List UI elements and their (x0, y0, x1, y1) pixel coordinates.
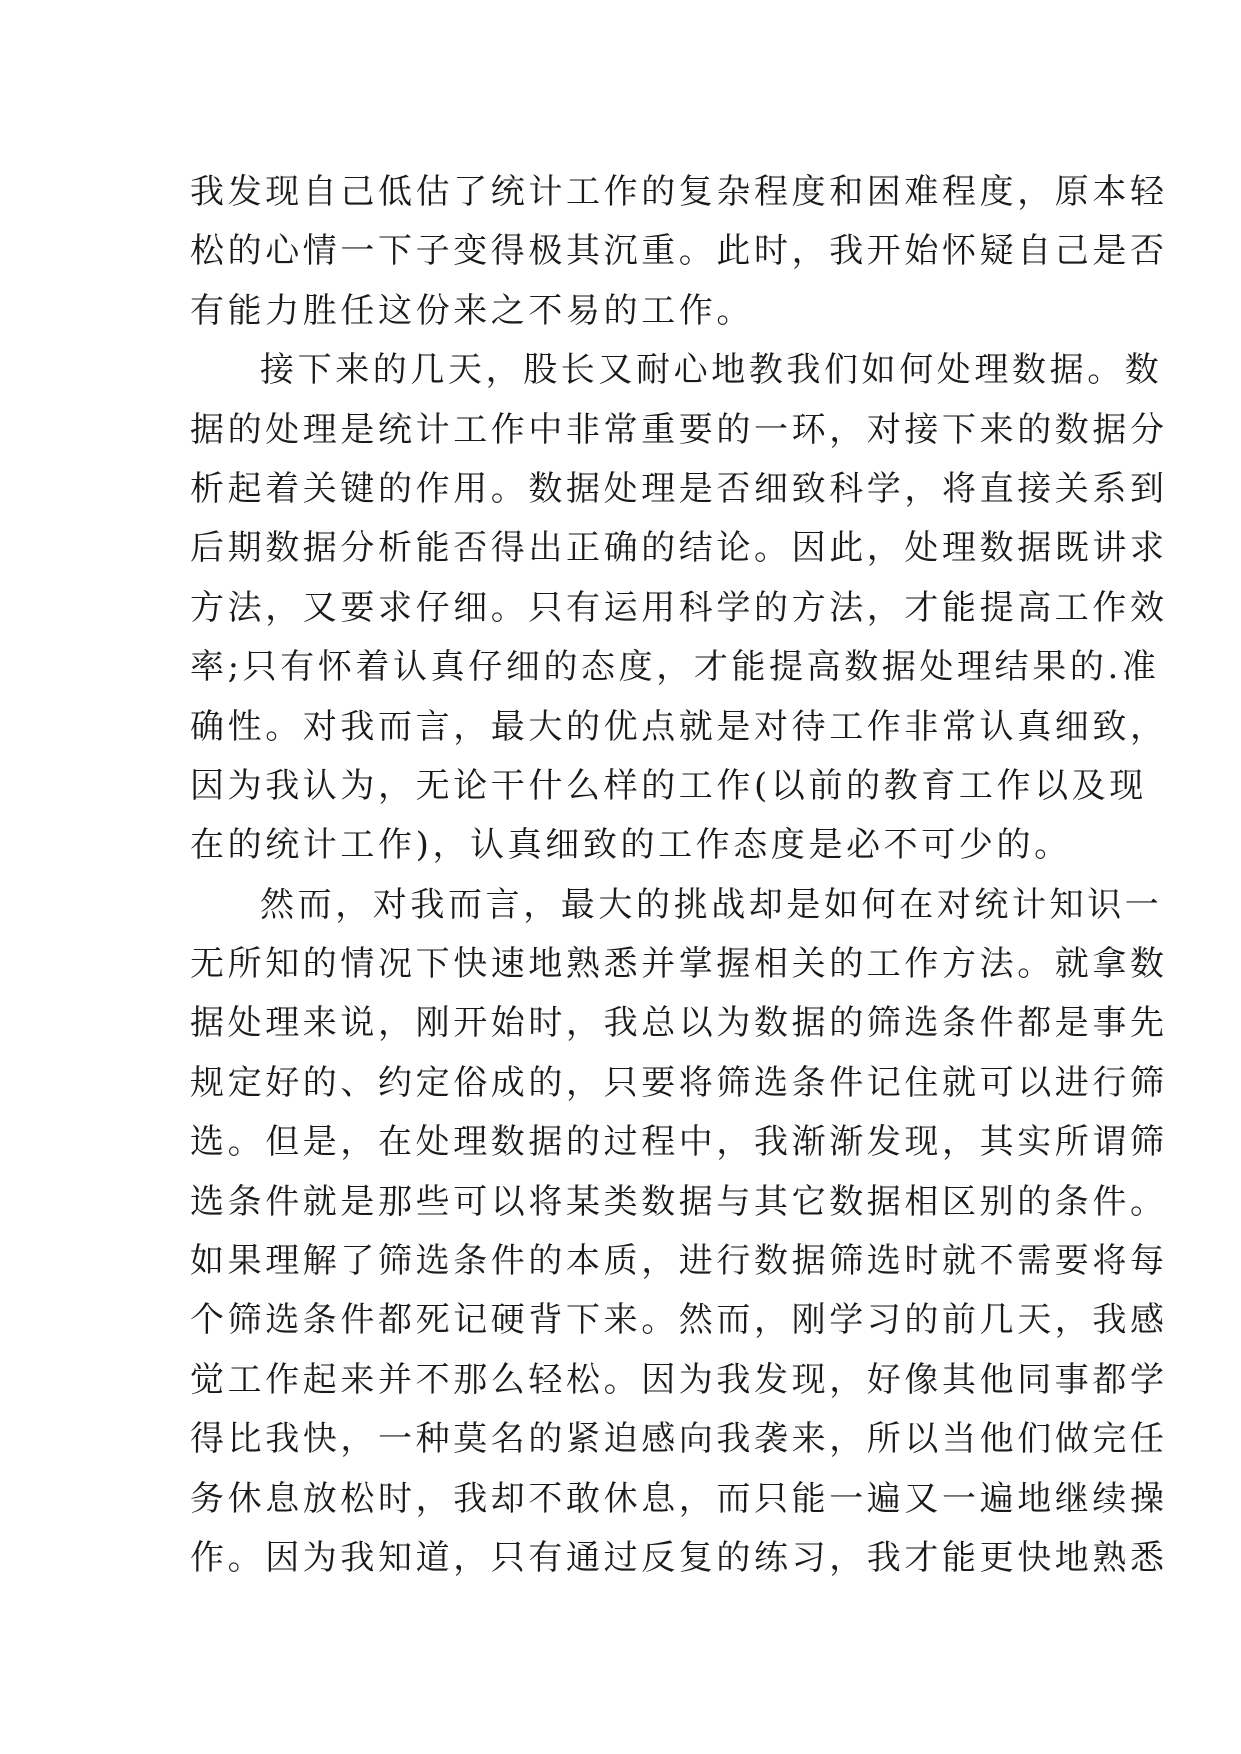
text-line: 方法，又要求仔细。只有运用科学的方法，才能提高工作效 (190, 587, 1168, 628)
text-line: 在的统计工作)，认真细致的工作态度是必不可少的。 (190, 825, 1072, 866)
text-line: 务休息放松时，我却不敢休息，而只能一遍又一遍地继续操 (190, 1478, 1168, 1519)
paragraph-first-line: 接下来的几天，股长又耐心地教我们如何处理数据。数 (260, 350, 1163, 391)
text-line: 因为我认为，无论干什么样的工作(以前的教育工作以及现 (190, 765, 1147, 806)
text-line: 觉工作起来并不那么轻松。因为我发现，好像其他同事都学 (190, 1359, 1168, 1400)
text-line: 作。因为我知道，只有通过反复的练习，我才能更快地熟悉 (190, 1537, 1168, 1578)
text-line: 如果理解了筛选条件的本质，进行数据筛选时就不需要将每 (190, 1241, 1168, 1282)
text-line: 选。但是，在处理数据的过程中，我渐渐发现，其实所谓筛 (190, 1122, 1168, 1163)
text-line: 选条件就是那些可以将某类数据与其它数据相区别的条件。 (190, 1181, 1168, 1222)
text-line: 我发现自己低估了统计工作的复杂程度和困难程度，原本轻 (190, 172, 1168, 212)
text-line: 据的处理是统计工作中非常重要的一环，对接下来的数据分 (190, 409, 1168, 450)
text-line: 析起着关键的作用。数据处理是否细致科学，将直接关系到 (190, 468, 1168, 509)
text-line: 后期数据分析能否得出正确的结论。因此，处理数据既讲求 (190, 528, 1168, 569)
text-line: 规定好的、约定俗成的，只要将筛选条件记住就可以进行筛 (190, 1062, 1168, 1103)
text-line: 松的心情一下子变得极其沉重。此时，我开始怀疑自己是否 (190, 231, 1168, 272)
text-line: 率;只有怀着认真仔细的态度，才能提高数据处理结果的.准 (190, 647, 1160, 688)
paragraph-first-line: 然而，对我而言，最大的挑战却是如何在对统计知识一 (260, 884, 1163, 925)
text-line: 据处理来说，刚开始时，我总以为数据的筛选条件都是事先 (190, 1003, 1168, 1044)
text-line: 无所知的情况下快速地熟悉并掌握相关的工作方法。就拿数 (190, 944, 1168, 985)
text-line: 得比我快，一种莫名的紧迫感向我袭来，所以当他们做完任 (190, 1419, 1168, 1460)
body-text (190, 163, 1168, 1588)
text-line: 确性。对我而言，最大的优点就是对待工作非常认真细致， (190, 706, 1168, 747)
text-line: 有能力胜任这份来之不易的工作。 (190, 290, 754, 331)
text-line: 个筛选条件都死记硬背下来。然而，刚学习的前几天，我感 (190, 1300, 1168, 1341)
